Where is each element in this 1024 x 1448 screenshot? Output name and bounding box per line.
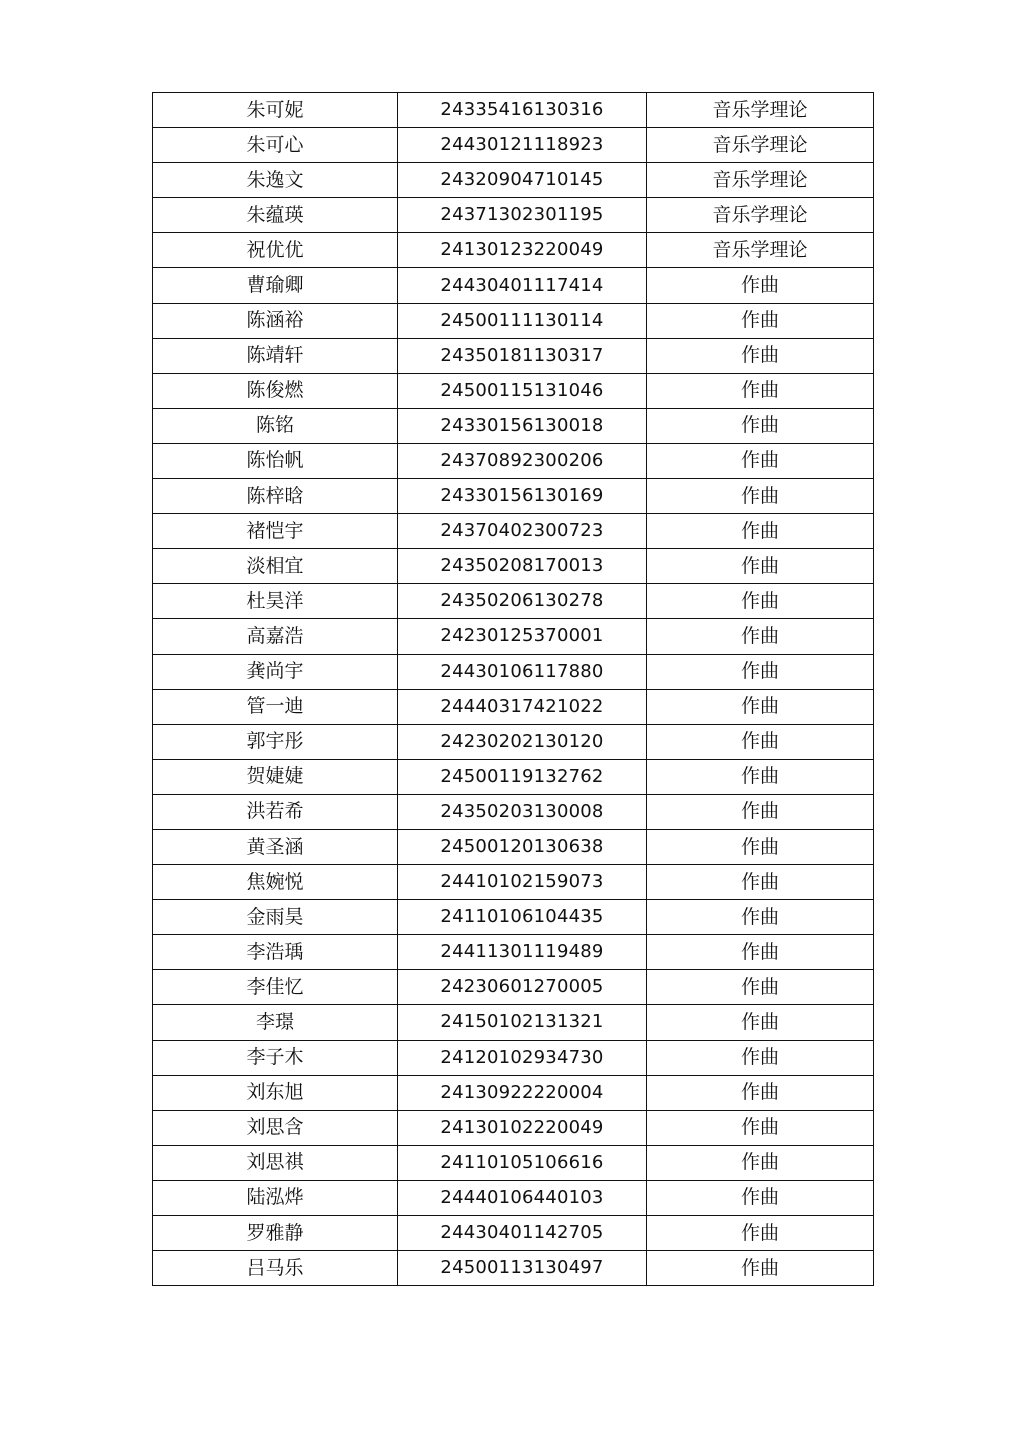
table-row <box>153 1110 874 1145</box>
candidate-id-cell: 24230202130120 <box>398 724 647 759</box>
candidate-id-cell: 24440106440103 <box>398 1180 647 1215</box>
candidate-name-cell: 祝优优 <box>153 233 398 268</box>
table-row <box>153 970 874 1005</box>
table-row <box>153 1075 874 1110</box>
major-cell: 作曲 <box>647 479 874 514</box>
candidate-name-cell: 罗雅静 <box>153 1216 398 1251</box>
table-row <box>153 373 874 408</box>
major-cell: 作曲 <box>647 1005 874 1040</box>
major-cell: 作曲 <box>647 689 874 724</box>
table-row <box>153 865 874 900</box>
candidate-id-cell: 24230125370001 <box>398 619 647 654</box>
candidate-name-cell: 龚尚宇 <box>153 654 398 689</box>
major-cell: 作曲 <box>647 900 874 935</box>
candidate-name-cell: 管一迪 <box>153 689 398 724</box>
table-row <box>153 268 874 303</box>
table-row <box>153 1005 874 1040</box>
candidate-id-cell: 24410102159073 <box>398 865 647 900</box>
candidate-name-cell: 淡相宜 <box>153 549 398 584</box>
candidate-name-cell: 陈怡帆 <box>153 443 398 478</box>
table-row <box>153 303 874 338</box>
major-cell: 音乐学理论 <box>647 128 874 163</box>
candidate-name-cell: 杜昊洋 <box>153 584 398 619</box>
candidate-id-cell: 24330156130018 <box>398 408 647 443</box>
major-cell: 作曲 <box>647 514 874 549</box>
candidate-id-cell: 24371302301195 <box>398 198 647 233</box>
table-row <box>153 128 874 163</box>
candidate-name-cell: 陈铭 <box>153 408 398 443</box>
candidate-name-cell: 陆泓烨 <box>153 1180 398 1215</box>
major-cell: 作曲 <box>647 1251 874 1286</box>
major-cell: 作曲 <box>647 1216 874 1251</box>
roster-table <box>152 92 874 1286</box>
major-cell: 作曲 <box>647 303 874 338</box>
candidate-name-cell: 吕马乐 <box>153 1251 398 1286</box>
major-cell: 作曲 <box>647 1075 874 1110</box>
candidate-id-cell: 24430401142705 <box>398 1216 647 1251</box>
major-cell: 作曲 <box>647 970 874 1005</box>
candidate-id-cell: 24430121118923 <box>398 128 647 163</box>
candidate-name-cell: 李佳忆 <box>153 970 398 1005</box>
table-row <box>153 338 874 373</box>
table-row <box>153 233 874 268</box>
candidate-name-cell: 焦婉悦 <box>153 865 398 900</box>
table-row <box>153 1040 874 1075</box>
table-row <box>153 654 874 689</box>
major-cell: 作曲 <box>647 865 874 900</box>
candidate-id-cell: 24320904710145 <box>398 163 647 198</box>
candidate-name-cell: 黄圣涵 <box>153 829 398 864</box>
candidate-name-cell: 朱逸文 <box>153 163 398 198</box>
table-row <box>153 408 874 443</box>
candidate-name-cell: 郭宇彤 <box>153 724 398 759</box>
candidate-name-cell: 刘思含 <box>153 1110 398 1145</box>
candidate-name-cell: 刘东旭 <box>153 1075 398 1110</box>
major-cell: 作曲 <box>647 794 874 829</box>
major-cell: 作曲 <box>647 408 874 443</box>
candidate-name-cell: 金雨昊 <box>153 900 398 935</box>
candidate-name-cell: 刘思祺 <box>153 1145 398 1180</box>
major-cell: 作曲 <box>647 1145 874 1180</box>
candidate-id-cell: 24500120130638 <box>398 829 647 864</box>
table-row <box>153 1216 874 1251</box>
table-row <box>153 93 874 128</box>
candidate-name-cell: 朱可心 <box>153 128 398 163</box>
candidate-id-cell: 24110106104435 <box>398 900 647 935</box>
candidate-id-cell: 24500111130114 <box>398 303 647 338</box>
major-cell: 作曲 <box>647 584 874 619</box>
table-row <box>153 1251 874 1286</box>
table-row <box>153 935 874 970</box>
table-row <box>153 163 874 198</box>
table-row <box>153 794 874 829</box>
candidate-id-cell: 24350203130008 <box>398 794 647 829</box>
candidate-id-cell: 24500119132762 <box>398 759 647 794</box>
candidate-name-cell: 洪若希 <box>153 794 398 829</box>
candidate-name-cell: 李璟 <box>153 1005 398 1040</box>
candidate-id-cell: 24330156130169 <box>398 479 647 514</box>
major-cell: 作曲 <box>647 724 874 759</box>
candidate-id-cell: 24350206130278 <box>398 584 647 619</box>
candidate-id-cell: 24350181130317 <box>398 338 647 373</box>
candidate-name-cell: 褚恺宇 <box>153 514 398 549</box>
table-row <box>153 829 874 864</box>
candidate-id-cell: 24130123220049 <box>398 233 647 268</box>
candidate-name-cell: 李浩瑀 <box>153 935 398 970</box>
table-row <box>153 479 874 514</box>
major-cell: 作曲 <box>647 1180 874 1215</box>
table-row <box>153 443 874 478</box>
major-cell: 作曲 <box>647 338 874 373</box>
table-row <box>153 584 874 619</box>
table-row <box>153 198 874 233</box>
candidate-id-cell: 24230601270005 <box>398 970 647 1005</box>
table-row <box>153 549 874 584</box>
roster-table-body <box>153 93 874 1286</box>
candidate-id-cell: 24120102934730 <box>398 1040 647 1075</box>
candidate-name-cell: 贺婕婕 <box>153 759 398 794</box>
candidate-id-cell: 24335416130316 <box>398 93 647 128</box>
major-cell: 作曲 <box>647 759 874 794</box>
table-row <box>153 1180 874 1215</box>
candidate-id-cell: 24130102220049 <box>398 1110 647 1145</box>
candidate-name-cell: 陈梓晗 <box>153 479 398 514</box>
major-cell: 作曲 <box>647 654 874 689</box>
candidate-name-cell: 朱可妮 <box>153 93 398 128</box>
candidate-name-cell: 高嘉浩 <box>153 619 398 654</box>
major-cell: 音乐学理论 <box>647 198 874 233</box>
major-cell: 作曲 <box>647 1040 874 1075</box>
major-cell: 作曲 <box>647 1110 874 1145</box>
candidate-name-cell: 陈涵裕 <box>153 303 398 338</box>
candidate-id-cell: 24150102131321 <box>398 1005 647 1040</box>
major-cell: 作曲 <box>647 549 874 584</box>
table-row <box>153 759 874 794</box>
major-cell: 作曲 <box>647 373 874 408</box>
major-cell: 音乐学理论 <box>647 163 874 198</box>
candidate-id-cell: 24130922220004 <box>398 1075 647 1110</box>
major-cell: 作曲 <box>647 443 874 478</box>
candidate-id-cell: 24500115131046 <box>398 373 647 408</box>
major-cell: 作曲 <box>647 619 874 654</box>
candidate-id-cell: 24500113130497 <box>398 1251 647 1286</box>
table-row <box>153 619 874 654</box>
table-row <box>153 900 874 935</box>
candidate-name-cell: 陈靖轩 <box>153 338 398 373</box>
major-cell: 作曲 <box>647 268 874 303</box>
major-cell: 音乐学理论 <box>647 233 874 268</box>
major-cell: 作曲 <box>647 829 874 864</box>
candidate-name-cell: 陈俊燃 <box>153 373 398 408</box>
major-cell: 音乐学理论 <box>647 93 874 128</box>
major-cell: 作曲 <box>647 935 874 970</box>
candidate-id-cell: 24350208170013 <box>398 549 647 584</box>
table-row <box>153 689 874 724</box>
candidate-name-cell: 曹瑜卿 <box>153 268 398 303</box>
candidate-name-cell: 李子木 <box>153 1040 398 1075</box>
candidate-id-cell: 24370402300723 <box>398 514 647 549</box>
candidate-id-cell: 24411301119489 <box>398 935 647 970</box>
candidate-name-cell: 朱蕴瑛 <box>153 198 398 233</box>
candidate-id-cell: 24430106117880 <box>398 654 647 689</box>
candidate-id-cell: 24430401117414 <box>398 268 647 303</box>
table-row <box>153 514 874 549</box>
candidate-id-cell: 24110105106616 <box>398 1145 647 1180</box>
table-row <box>153 1145 874 1180</box>
candidate-id-cell: 24440317421022 <box>398 689 647 724</box>
candidate-id-cell: 24370892300206 <box>398 443 647 478</box>
table-row <box>153 724 874 759</box>
